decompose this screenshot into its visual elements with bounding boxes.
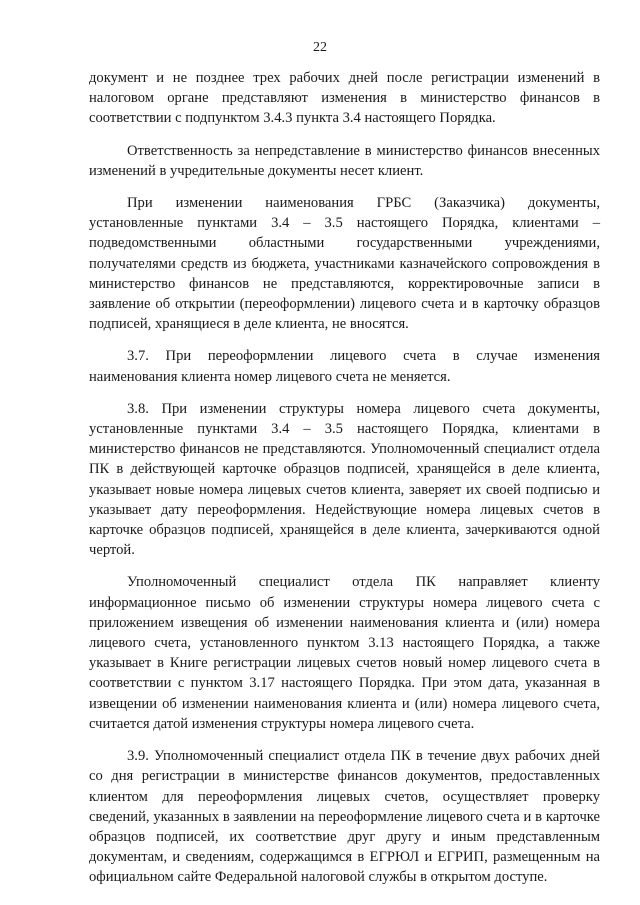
paragraph-3-8: 3.8. При изменении структуры номера лицевого счета документы, установленные пунктами 3.4 – 3.5 настоящего Порядка, клиентами в министерство финансов не представляются. Уполномоченный специалист отдела ПК в действующей карточке образцов подписей, хранящейся в деле клиента, указывает новые номера лицевых счетов клиента, заверяет их своей подписью и указывает дату переоформления. Недействующие номера лицевых счетов в карточке образцов подписей, хранящейся в деле клиента, зачеркиваются одной чертой. [89, 400, 600, 559]
page-number: 22 [313, 40, 327, 55]
paragraph-notification-letter: Уполномоченный специалист отдела ПК направляет клиенту информационное письмо об изменении структуры номера лицевого счета с приложением извещения об изменении наименования клиента и (или) номера лицевого счета, установленного пунктом 3.13 настоящего Порядка, а также указывает в Книге регистрации лицевых счетов новый номер лицевого счета в соответствии с пунктом 3.17 настоящего Порядка. При этом дата, указанная в извещении об изменении наименования клиента и (или) номера лицевого счета, считается датой изменения структуры номера лицевого счета. [89, 574, 600, 732]
document-body [89, 68, 600, 888]
paragraph-grbs-name-change: При изменении наименования ГРБС (Заказчика) документы, установленные пунктами 3.4 – 3.5 настоящего Порядка, клиентами – подведомственными областными государственными учреждениями, получателями средств из бюджета, участниками казначейского сопровождения в министерство финансов не представляются, корректировочные записи в заявление об открытии (переоформлении) лицевого счета и в карточку образцов подписей, хранящиеся в деле клиента, не вносятся. [89, 195, 600, 333]
paragraph-3-7: 3.7. При переоформлении лицевого счета в случае изменения наименования клиента номер лицевого счета не меняется. [89, 348, 600, 385]
paragraph-responsibility: Ответственность за непредставление в министерство финансов внесенных изменений в учредительные документы несет клиент. [89, 142, 600, 179]
paragraph-3-9: 3.9. Уполномоченный специалист отдела ПК в течение двух рабочих дней со дня регистрации в министерстве финансов документов, предоставленных клиентом для переоформления лицевых счетов, осуществляет проверку сведений, указанных в заявлении на переоформление лицевого счета и в карточке образцов подписей, их соответствие друг другу и иным представленным документам, и сведениям, содержащимся в ЕГРЮЛ и ЕГРИП, размещенным на официальном сайте Федеральной налоговой службы в открытом доступе. [89, 748, 600, 886]
paragraph-continuation: документ и не позднее трех рабочих дней после регистрации изменений в налоговом органе представляют изменения в министерство финансов в соответствии с подпунктом 3.4.3 пункта 3.4 настоящего Порядка. [89, 70, 600, 127]
